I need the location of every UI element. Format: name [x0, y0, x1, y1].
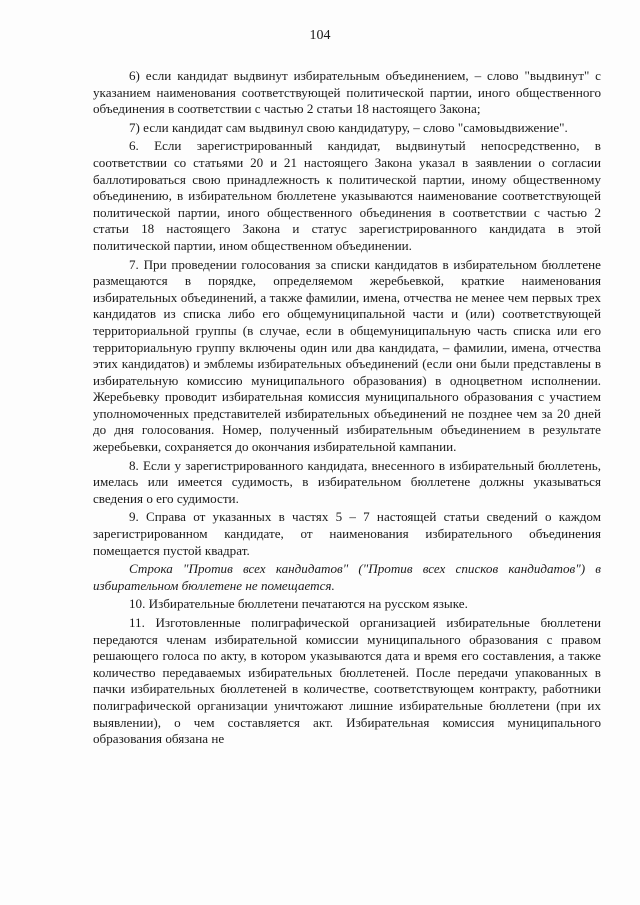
paragraph-part-9: 9. Справа от указанных в частях 5 – 7 настоящей статьи сведений о каждом зарегистрированном кандидате, от наименования избирательного объединения помещается пустой квадрат.	[93, 509, 601, 558]
paragraph-against-all-note: Строка "Против всех кандидатов" ("Против всех списков кандидатов") в избирательном бюллетене не помещается.	[93, 561, 601, 593]
paragraph-part-8: 8. Если у зарегистрированного кандидата, внесенного в избирательный бюллетень, имелась или имеется судимость, в избирательном бюллетене должны указываться сведения о его судимости.	[93, 457, 601, 506]
paragraph-part-11: 11. Изготовленные полиграфической организацией избирательные бюллетени передаются членам избирательной комиссии муниципального образования с правом решающего голоса по акту, в котором указываются дата и время его составления, а также количество передаваемых избирательных бюллетеней. После передачи упакованных в пачки избирательных бюллетеней в количестве, соответствующем контракту, работники полиграфической организации уничтожают лишние избирательные бюллетени (при их выявлении), о чем составляется акт. Избирательная комиссия муниципального образования обязана не	[93, 615, 601, 747]
page-number: 104	[309, 28, 331, 43]
paragraph-part-7: 7. При проведении голосования за списки кандидатов в избирательном бюллетене размещаются в порядке, определяемом жеребьевкой, краткие наименования избирательных объединений, а также фамилии, имена, отчества не менее чем первых трех кандидатов из списка либо его общемуниципальной части и (или) соответствующей территориальной группы (в случае, если в общемуниципальную часть списка или его территориальную группу включены один или два кандидата, – фамилии, имена, отчества этих кандидатов) и эмблемы избирательных объединений (если они были представлены в избирательную комиссию муниципального образования) в одноцветном исполнении. Жеребьевку проводит избирательная комиссия муниципального образования с участием уполномоченных представителей избирательных объединений не позднее чем за 20 дней до дня голосования. Номер, полученный избирательным объединением в результате жеребьевки, сохраняется до окончания избирательной кампании.	[93, 256, 601, 455]
paragraph-item-7: 7) если кандидат сам выдвинул свою кандидатуру, – слово "самовыдвижение".	[129, 119, 568, 135]
paragraph-item-6: 6) если кандидат выдвинут избирательным объединением, – слово "выдвинут" с указанием наименования соответствующей политической партии, иного общественного объединения в соответствии с частью 2 статьи 18 настоящего Закона;	[93, 68, 601, 117]
paragraph-part-6: 6. Если зарегистрированный кандидат, выдвинутый непосредственно, в соответствии со статьями 20 и 21 настоящего Закона указал в заявлении о согласии баллотироваться свою принадлежность к политической партии, иному общественному объединению, в избирательном бюллетене указываются наименование соответствующей политической партии, иного общественного объединения в соответствии с частью 2 статьи 18 настоящего Закона и статус зарегистрированного кандидата в этой политической партии, ином общественном объединении.	[93, 138, 601, 253]
document-body	[93, 68, 601, 750]
paragraph-part-10: 10. Избирательные бюллетени печатаются на русском языке.	[129, 596, 468, 612]
